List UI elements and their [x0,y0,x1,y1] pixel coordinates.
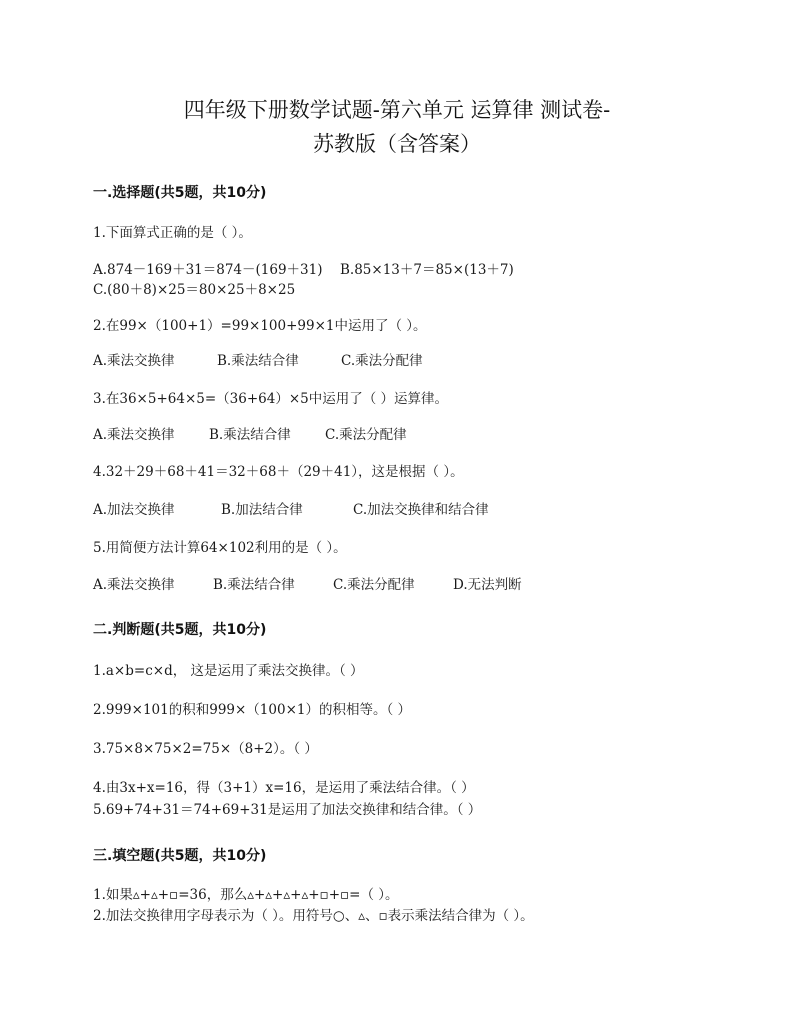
fill-q2: 2.加法交换律用字母表示为（ ）。用符号○、▵、▫表示乘法结合律为（ ）。 [93,908,534,924]
choice-q4-options [93,501,489,519]
judge-q3: 3.75×8×75×2=75×（8+2）。（ ） [93,741,318,757]
choice-q3-option-b: B.乘法结合律 [209,427,291,443]
choice-q2-option-c: C.乘法分配律 [341,353,423,369]
choice-q2-option-b: B.乘法结合律 [217,353,299,369]
choice-q3-option-a: A.乘法交换律 [93,427,175,443]
fill-q1: 1.如果▵+▵+▫=36，那么▵+▵+▵+▵+▫+▫=（ ）。 [93,887,399,903]
judge-q2: 2.999×101的积和999×（100×1）的积相等。（ ） [93,702,412,718]
choice-q1-option-b: B.85×13＋7＝85×(13＋7) [340,262,514,278]
choice-q5-option-a: A.乘法交换律 [93,577,175,593]
page-title-line1: 四年级下册数学试题-第六单元 运算律 测试卷- [183,98,611,122]
judge-q5: 5.69+74+31＝74+69+31是运用了加法交换律和结合律。（ ） [93,802,482,818]
choice-q1-option-a: A.874－169＋31＝874－(169＋31) [93,262,323,278]
section-heading-choice: 一.选择题(共5题，共10分) [93,185,267,201]
choice-q2-option-a: A.乘法交换律 [93,353,175,369]
judge-q4: 4.由3x+x=16，得（3+1）x=16，是运用了乘法结合律。（ ） [93,780,475,796]
choice-q5-option-d: D.无法判断 [453,577,522,593]
page-title-line2: 苏教版（含答案） [313,132,481,156]
choice-q5-stem: 5.用简便方法计算64×102利用的是（ ）。 [93,540,347,556]
choice-q3-options [93,426,407,444]
section-heading-fill: 三.填空题(共5题，共10分) [93,848,267,864]
choice-q1-options-row1 [93,261,514,279]
choice-q4-option-a: A.加法交换律 [93,502,175,518]
choice-q5-option-b: B.乘法结合律 [213,577,295,593]
choice-q2-stem: 2.在99×（100+1）=99×100+99×1中运用了（ ）。 [93,318,427,334]
choice-q1-stem: 1.下面算式正确的是（ ）。 [93,225,252,241]
judge-q1: 1.a×b=c×d， 这是运用了乘法交换律。（ ） [93,663,364,679]
choice-q4-option-b: B.加法结合律 [221,502,303,518]
choice-q2-options [93,352,423,370]
choice-q3-option-c: C.乘法分配律 [325,427,407,443]
choice-q3-stem: 3.在36×5+64×5=（36+64）×5中运用了（ ）运算律。 [93,391,449,407]
choice-q1-option-c: C.(80＋8)×25＝80×25＋8×25 [93,282,296,298]
section-heading-judge: 二.判断题(共5题，共10分) [93,622,267,638]
choice-q4-option-c: C.加法交换律和结合律 [353,502,489,518]
choice-q5-options [93,576,522,594]
choice-q4-stem: 4.32＋29＋68＋41＝32＋68＋（29＋41），这是根据（ ）。 [93,464,464,480]
choice-q5-option-c: C.乘法分配律 [333,577,415,593]
